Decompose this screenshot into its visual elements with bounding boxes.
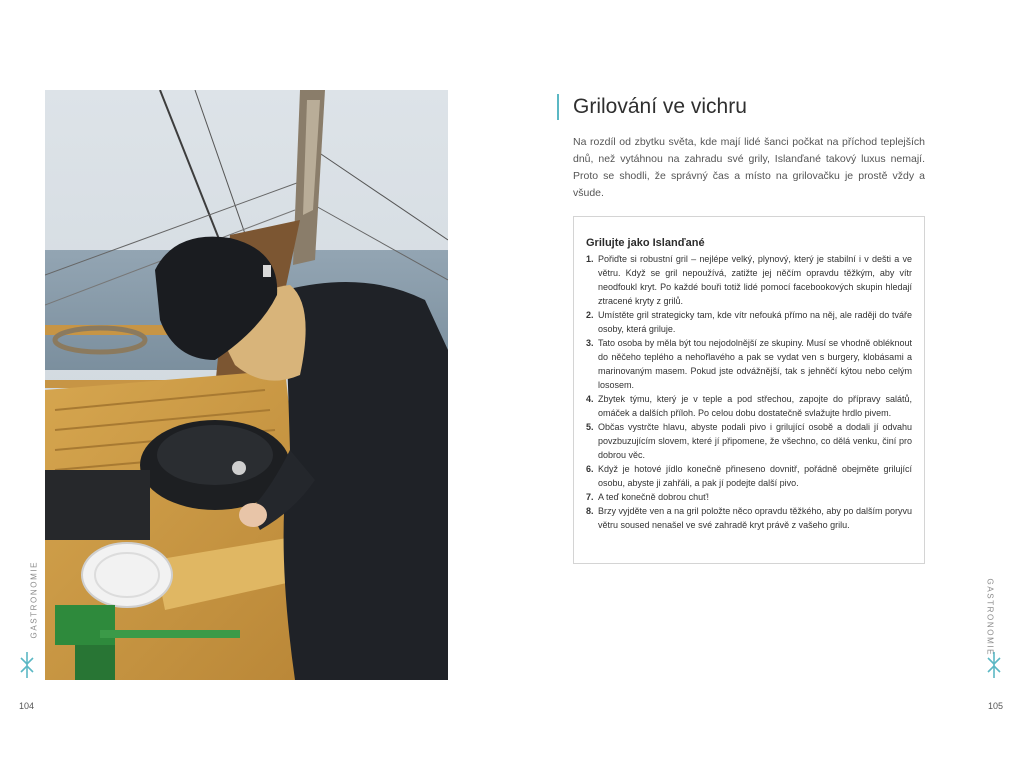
tips-list — [586, 252, 912, 532]
page-number-right: 105 — [988, 701, 1004, 711]
list-item: 3. Tato osoba by měla být tou nejodolnější ze skupiny. Musí se vhodně obléknout do něčeho teplého a nehořlavého a pak se vydat ven s burgery, klobásami a marinovaným masem. Pokud jste odvážnější, tak s jehněčí kýtou nebo celým lososem. — [586, 338, 912, 390]
title-accent-bar — [557, 94, 559, 120]
list-item: 6. Když je hotové jídlo konečně přineseno dovnitř, pořádně obejměte grilující osobu, abyste ji zahřáli, a pak jí podejte další pivo. — [586, 464, 912, 488]
section-label-right: GASTRONOMIE — [985, 578, 995, 657]
intro-paragraph: Na rozdíl od zbytku světa, kde mají lidé šanci počkat na příchod teplejších dnů, než vytáhnou na zahradu své grily, Islanďané takový luxus nemají. Proto se shodli, že správný čas a místo na grilovačku je prostě vždy a všude. — [573, 136, 925, 199]
list-item: 1. Pořiďte si robustní gril – nejlépe velký, plynový, který je stabilní i v dešti a ve větru. Když se gril nepoužívá, zatižte jej něčím opravdu těžkým, aby vítr neodfoukl kryt. Po každé bouři totiž lidé pomocí facebookových skupin hledají ztracené kryty z grilů. — [586, 254, 912, 306]
teal-rune-logo-icon — [20, 650, 34, 680]
list-item: 5. Občas vystrčte hlavu, abyste podali pivo i grilující osobě a dodali jí odvahu povzbuzujícím slovem, které jí připomene, že všechno, co dělá venku, činí pro dobrou věc. — [586, 422, 912, 460]
page-number-left: 104 — [19, 701, 35, 711]
list-item: 2. Umístěte gril strategicky tam, kde vítr nefouká přímo na něj, ale raději do tváře osoby, která griluje. — [586, 310, 912, 334]
teal-rune-logo-icon — [987, 650, 1001, 680]
list-item: 4. Zbytek týmu, který je v teple a pod střechou, zapojte do přípravy salátů, omáček a dalších příloh. Po celou dobu dostatečně svlažujte hrdlo pivem. — [586, 394, 912, 418]
section-label-left: GASTRONOMIE — [29, 560, 39, 639]
tips-box — [573, 216, 925, 564]
sailor-grilling-photo — [45, 90, 448, 680]
photo-sailor-grilling-on-boat-icon — [45, 90, 448, 680]
list-item: 8. Brzy vyjděte ven a na gril položte něco opravdu těžkého, aby po dalším poryvu větru soused nenašel ve své zahradě kryt právě z vašeho grilu. — [586, 506, 912, 530]
tips-box-title: Grilujte jako Islanďané — [586, 237, 705, 249]
page-title: Grilování ve vichru — [573, 95, 747, 118]
list-item: 7. A teď konečně dobrou chuť! — [586, 492, 709, 502]
